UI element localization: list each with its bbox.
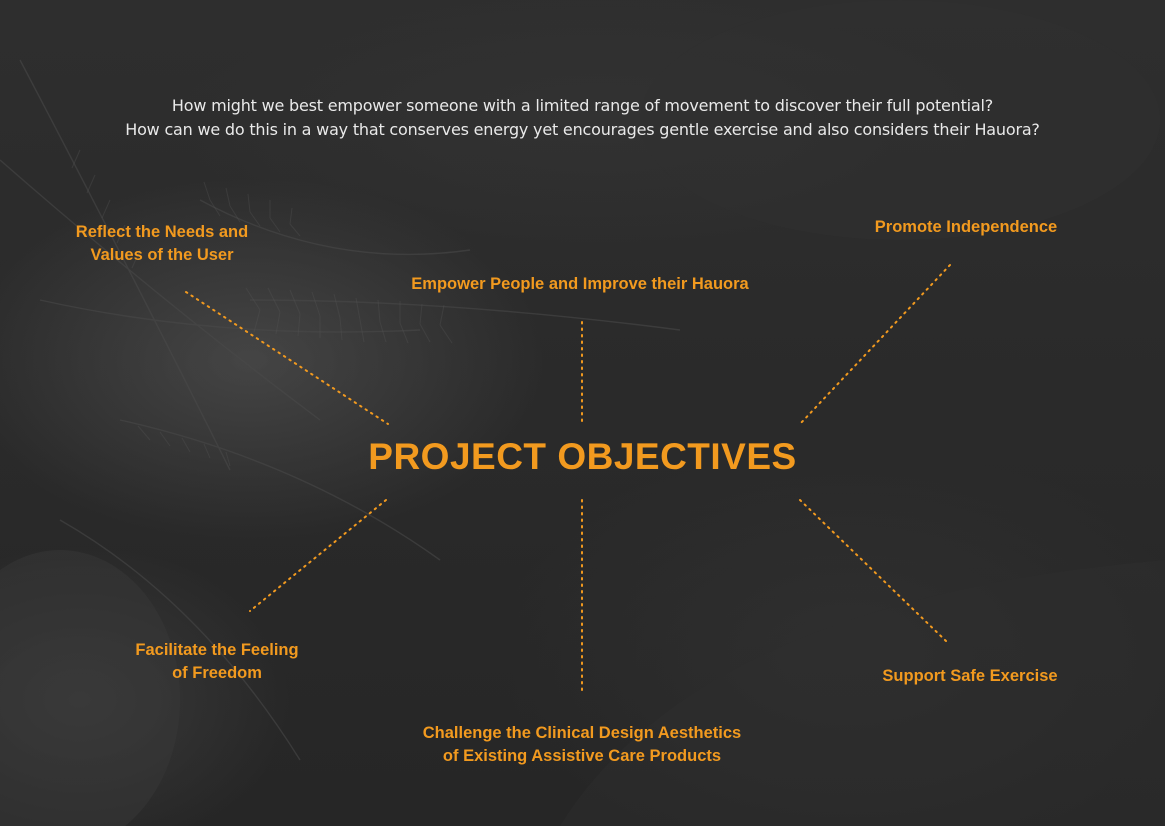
objective-line: Values of the User	[90, 246, 234, 264]
objective-feeling-of-freedom	[117, 639, 317, 685]
objective-line: Reflect the Needs and	[75, 223, 249, 241]
objective-line: Empower People and Improve their Hauora	[411, 275, 749, 293]
question-line-1: How might we best empower someone with a limited range of movement to discover their full potential?	[171, 96, 994, 115]
objective-line: of Freedom	[172, 664, 262, 682]
connector-freedom	[250, 500, 386, 611]
objective-line: Support Safe Exercise	[882, 667, 1058, 685]
diagram-title: PROJECT OBJECTIVES	[368, 436, 797, 477]
objective-line: of Existing Assistive Care Products	[442, 747, 722, 765]
connector-promote	[800, 265, 950, 424]
objective-line: Facilitate the Feeling	[135, 641, 299, 659]
objective-line: Challenge the Clinical Design Aesthetics	[422, 724, 742, 742]
objective-safe-exercise	[860, 665, 1080, 688]
connector-safe	[800, 500, 946, 641]
objective-empower-people	[380, 273, 780, 296]
objective-reflect-needs	[62, 221, 262, 267]
question-line-2: How can we do this in a way that conserves energy yet encourages gentle exercise and also considers their Hauora?	[125, 120, 1040, 139]
objective-challenge-aesthetics	[382, 722, 782, 768]
objective-line: Promote Independence	[874, 218, 1058, 236]
objective-promote-independence	[856, 216, 1076, 239]
connector-reflect	[186, 292, 388, 424]
